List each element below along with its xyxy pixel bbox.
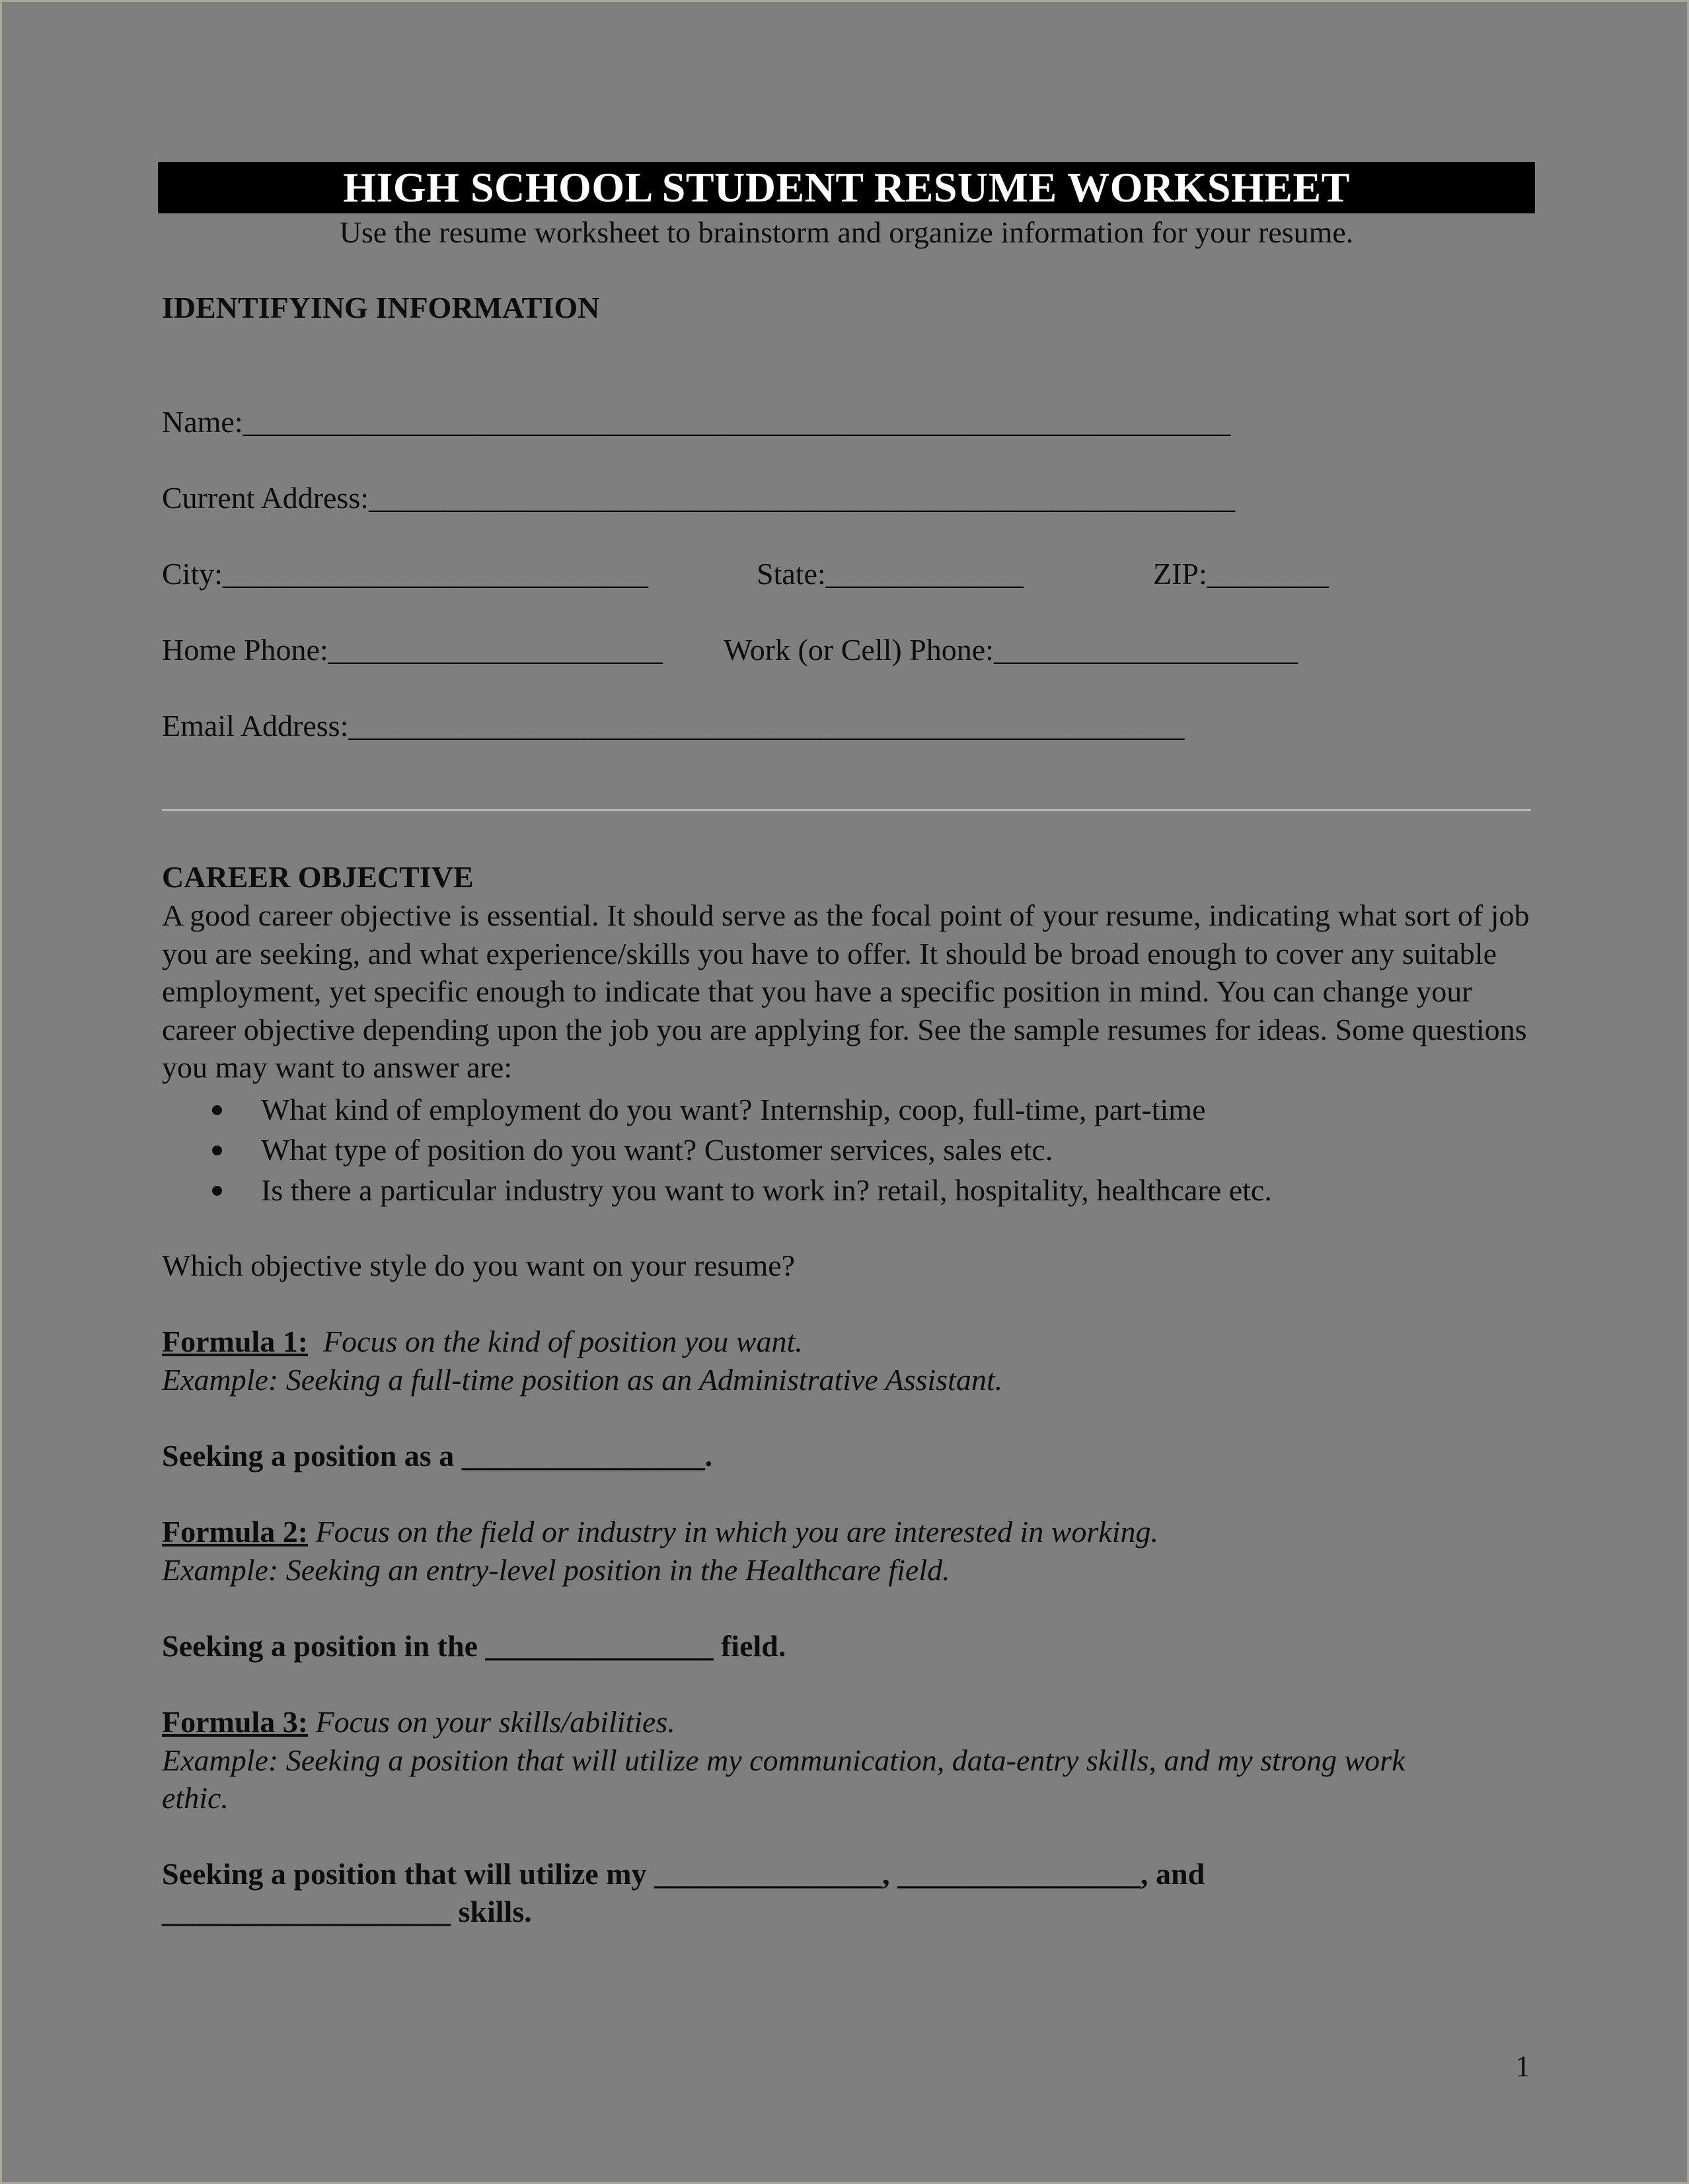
formula-1-line [162, 1324, 803, 1359]
city-field[interactable]: ____________________________ [223, 557, 649, 591]
work-phone-field[interactable]: ____________________ [993, 633, 1298, 667]
formula-1-label: Formula 1: [162, 1325, 309, 1358]
zip-label: ZIP: [1153, 557, 1207, 591]
identifying-heading: IDENTIFYING INFORMATION [162, 291, 600, 324]
city-group [162, 556, 648, 591]
formula-3-example-line2: ethic. [162, 1781, 229, 1815]
formula-1-template[interactable]: Seeking a position as a ________________. [162, 1439, 713, 1473]
list-item-text: What kind of employment do you want? Internship, coop, full-time, part-time [261, 1093, 1206, 1126]
career-heading: CAREER OBJECTIVE [162, 860, 474, 894]
formula-2-example: Example: Seeking an entry-level position in the Healthcare field. [162, 1553, 950, 1587]
formula-1-focus: Focus on the kind of position you want. [323, 1325, 803, 1358]
list-item-text: Is there a particular industry you want to work in? retail, hospitality, healthcare etc. [261, 1173, 1272, 1207]
formula-2-label: Formula 2: [162, 1515, 309, 1548]
formula-2-line [162, 1514, 1158, 1549]
state-group [757, 556, 1024, 591]
formula-2-template[interactable]: Seeking a position in the _______________ field. [162, 1629, 786, 1663]
list-item-text: What type of position do you want? Customer services, sales etc. [261, 1133, 1053, 1167]
city-label: City: [162, 557, 223, 591]
career-paragraph: A good career objective is essential. It should serve as the focal point of your resume, indicating what sort of job you are seeking, and what experience/skills you have to offer. It should be broad enough to cover any suitable employment, yet specific enough to indicate that you have a specific position in mind. You can change your career objective depending upon the job you are applying for. See the sample resumes for ideas. Some questions you may want to answer are: [162, 898, 1530, 1084]
work-phone-group [724, 632, 1298, 667]
name-field[interactable]: _________________________________________________________________ [243, 405, 1231, 439]
formula-3-label: Formula 3: [162, 1705, 309, 1739]
formula-3-line [162, 1704, 675, 1739]
state-field[interactable]: _____________ [825, 557, 1024, 591]
bullet-icon [212, 1105, 222, 1115]
address-row [162, 480, 1235, 515]
formula-2-focus: Focus on the field or industry in which you are interested in working. [315, 1515, 1159, 1548]
address-label: Current Address: [162, 481, 369, 515]
page-title: HIGH SCHOOL STUDENT RESUME WORKSHEET [158, 162, 1535, 213]
email-field[interactable]: _______________________________________________________ [348, 709, 1185, 743]
bullet-icon [212, 1146, 222, 1155]
home-phone-field[interactable]: ______________________ [328, 633, 663, 667]
email-label: Email Address: [162, 709, 349, 743]
section-divider [162, 809, 1531, 811]
formula-3-focus: Focus on your skills/abilities. [315, 1705, 675, 1739]
subtitle: Use the resume worksheet to brainstorm and organize information for your resume. [339, 215, 1354, 249]
name-row [162, 404, 1231, 439]
home-phone-label: Home Phone: [162, 633, 328, 667]
formula-3-template-line2[interactable]: ___________________ skills. [162, 1895, 532, 1928]
zip-group [1153, 556, 1329, 591]
state-label: State: [757, 557, 826, 591]
work-phone-label: Work (or Cell) Phone: [724, 633, 994, 667]
formula-3-template-line1[interactable]: Seeking a position that will utilize my _______________, ________________, and [162, 1857, 1205, 1891]
address-field[interactable]: _________________________________________________________ [369, 481, 1236, 515]
page-number: 1 [1515, 2049, 1530, 2083]
home-phone-group [162, 632, 663, 667]
objective-question: Which objective style do you want on your resume? [162, 1249, 796, 1282]
zip-field[interactable]: ________ [1207, 557, 1329, 591]
email-row [162, 708, 1184, 743]
formula-1-example: Example: Seeking a full-time position as an Administrative Assistant. [162, 1363, 1003, 1397]
name-label: Name: [162, 405, 243, 439]
bullet-icon [212, 1186, 222, 1196]
formula-3-example-line1: Example: Seeking a position that will utilize my communication, data-entry skills, and my strong work [162, 1743, 1406, 1777]
